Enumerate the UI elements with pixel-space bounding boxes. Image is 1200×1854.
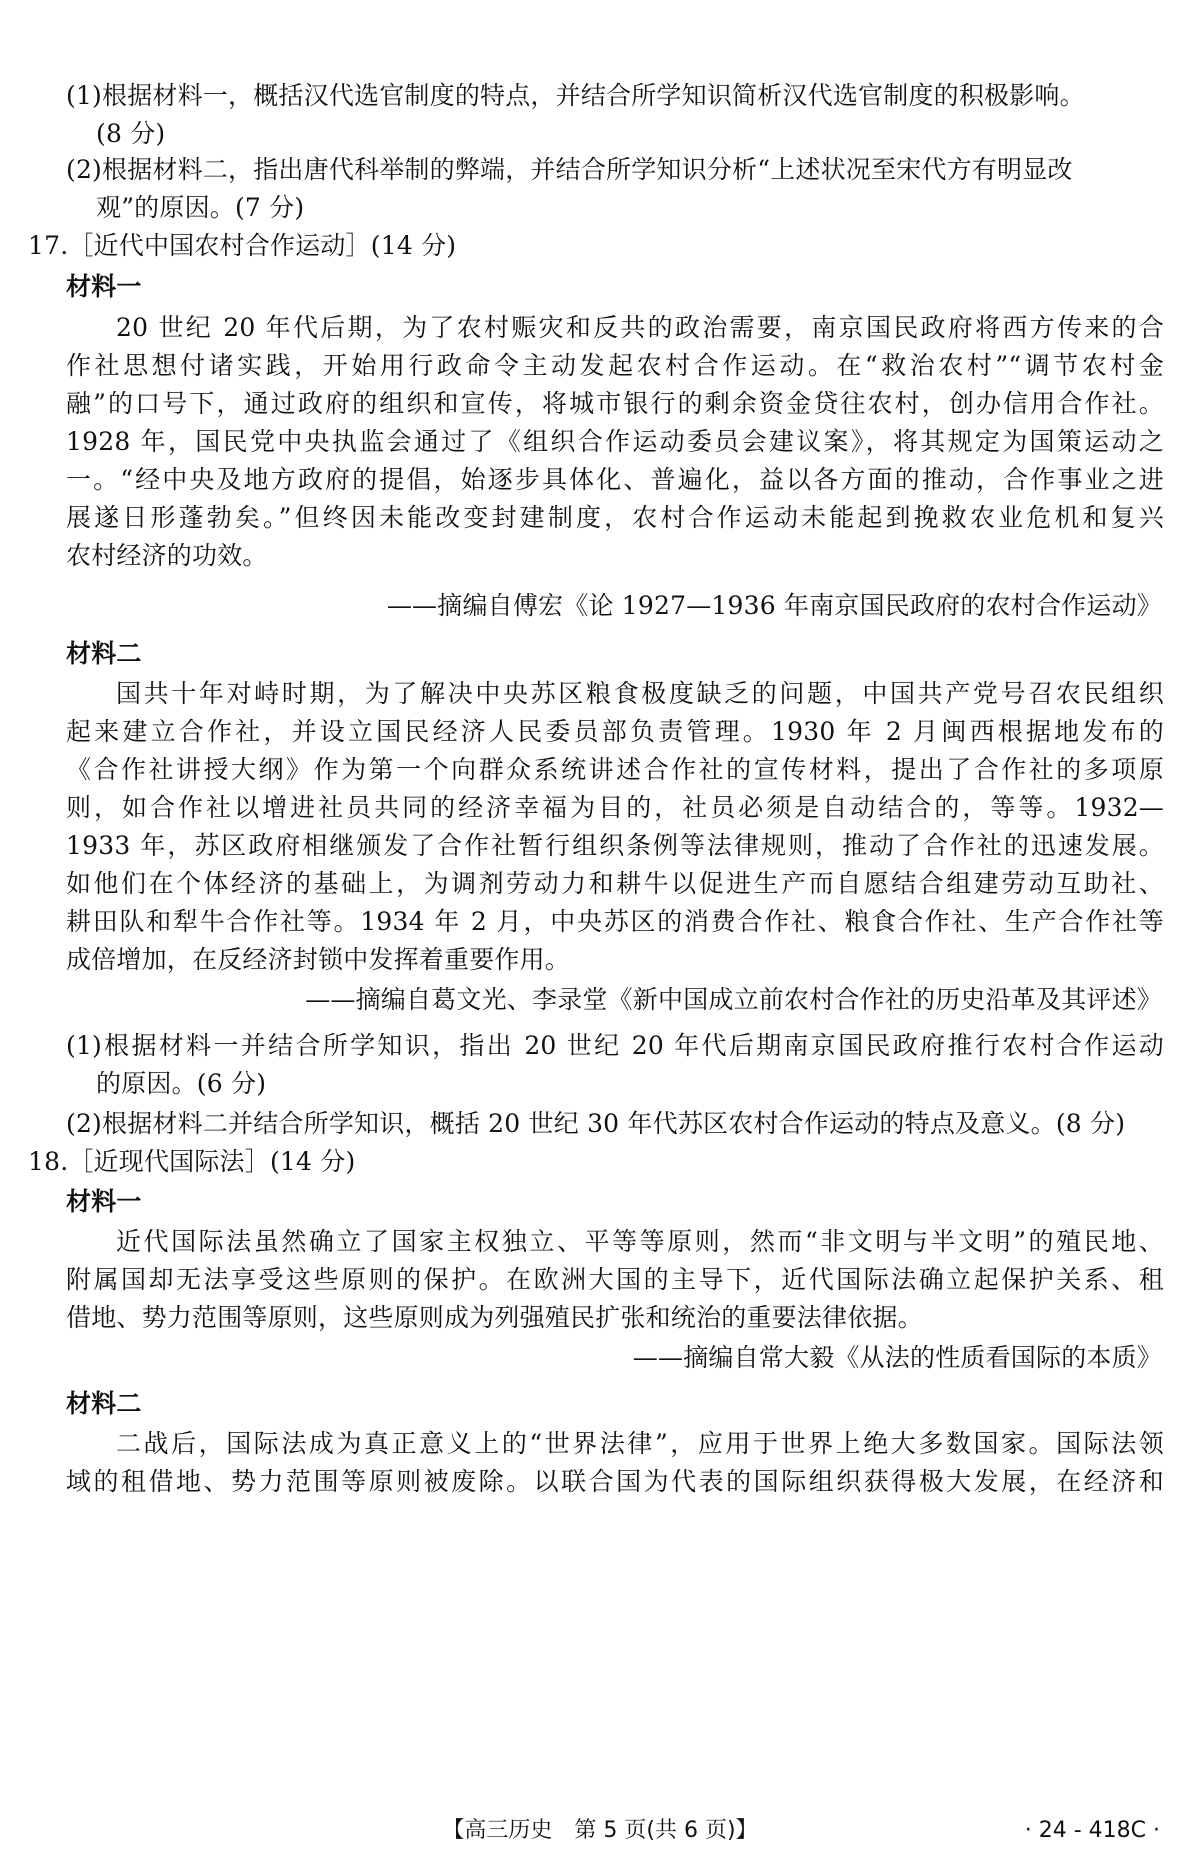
q18-material2-heading: 材料二	[66, 1389, 142, 1418]
q18-title: 18.［近现代国际法］(14 分)	[28, 1147, 356, 1176]
q17-sub1-line2: 的原因。(6 分)	[96, 1069, 267, 1098]
q17-material2-heading: 材料二	[66, 639, 142, 668]
q17-m2-line: 则，如合作社以增进社员共同的经济幸福为目的，社员必须是自动结合的，等等。1932—	[66, 793, 1164, 822]
q18-m1-line: 附属国却无法享受这些原则的保护。在欧洲大国的主导下，近代国际法确立起保护关系、租	[66, 1265, 1164, 1294]
q16-sub2-line2: 观”的原因。(7 分)	[96, 193, 305, 222]
q17-m2-line: 耕田队和犁牛合作社等。1934 年 2 月，中央苏区的消费合作社、粮食合作社、生产合作社等	[66, 907, 1164, 936]
q16-sub2-line1: (2)根据材料二，指出唐代科举制的弊端，并结合所学知识分析“上述状况至宋代方有明显改	[66, 155, 1073, 184]
q17-m2-line: 如他们在个体经济的基础上，为调剂劳动力和耕牛以促进生产而自愿结合组建劳动互助社、	[66, 869, 1164, 898]
q17-m1-line: 20 世纪 20 年代后期，为了农村赈灾和反共的政治需要，南京国民政府将西方传来的合	[116, 313, 1164, 342]
q17-m1-line: 融”的口号下，通过政府的组织和宣传，将城市银行的剩余资金贷往农村，创办信用合作社。	[66, 389, 1164, 418]
q16-sub1-line2: (8 分)	[96, 119, 166, 148]
q18-m1-line: 近代国际法虽然确立了国家主权独立、平等等原则，然而“非文明与半文明”的殖民地、	[116, 1227, 1164, 1256]
q17-sub1-line1: (1)根据材料一并结合所学知识，指出 20 世纪 20 年代后期南京国民政府推行农村合作运动	[66, 1031, 1164, 1060]
q17-m1-line: 一。“经中央及地方政府的提倡，始逐步具体化、普遍化，益以各方面的推动，合作事业之进	[66, 465, 1164, 494]
q18-material1-heading: 材料一	[66, 1187, 142, 1216]
q17-m1-line: 作社思想付诸实践，开始用行政命令主动发起农村合作运动。在“救治农村”“调节农村金	[66, 351, 1164, 380]
q17-m1-line: 1928 年，国民党中央执监会通过了《组织合作运动委员会建议案》，将其规定为国策运动之	[66, 427, 1164, 456]
q17-m1-source: ——摘编自傅宏《论 1927—1936 年南京国民政府的农村合作运动》	[386, 591, 1162, 620]
q17-m1-line: 展遂日形蓬勃矣。”但终因未能改变封建制度，农村合作运动未能起到挽救农业危机和复兴	[66, 503, 1164, 532]
q17-m2-line: 1933 年，苏区政府相继颁发了合作社暂行组织条例等法律规则，推动了合作社的迅速发展。	[66, 831, 1164, 860]
q17-material1-heading: 材料一	[66, 272, 142, 301]
q17-m2-line: 成倍增加，在反经济封锁中发挥着重要作用。	[66, 945, 571, 974]
q17-m2-line: 起来建立合作社，并设立国民经济人民委员部负责管理。1930 年 2 月闽西根据地发布的	[66, 717, 1164, 746]
q17-title: 17.［近代中国农村合作运动］(14 分)	[28, 231, 457, 260]
q17-m1-line: 农村经济的功效。	[66, 541, 268, 570]
q18-m1-line: 借地、势力范围等原则，这些原则成为列强殖民扩张和统治的重要法律依据。	[66, 1303, 923, 1332]
q18-m2-line: 域的租借地、势力范围等原则被废除。以联合国为代表的国际组织获得极大发展，在经济和	[66, 1467, 1164, 1496]
q17-m2-line: 国共十年对峙时期，为了解决中央苏区粮食极度缺乏的问题，中国共产党号召农民组织	[116, 679, 1164, 708]
q18-m2-line: 二战后，国际法成为真正意义上的“世界法律”，应用于世界上绝大多数国家。国际法领	[116, 1429, 1164, 1458]
q17-sub2-line1: (2)根据材料二并结合所学知识，概括 20 世纪 30 年代苏区农村合作运动的特点及意义。(8 分)	[66, 1109, 1126, 1138]
q16-sub1-line1: (1)根据材料一，概括汉代选官制度的特点，并结合所学知识简析汉代选官制度的积极影响。	[66, 81, 1085, 110]
paper-code: · 24 - 418C ·	[1024, 1818, 1160, 1843]
q18-m1-source: ——摘编自常大毅《从法的性质看国际的本质》	[632, 1343, 1162, 1372]
q17-m2-source: ——摘编自葛文光、李录堂《新中国成立前农村合作社的历史沿革及其评述》	[305, 985, 1162, 1014]
q17-m2-line: 《合作社讲授大纲》作为第一个向群众系统讲述合作社的宣传材料，提出了合作社的多项原	[66, 755, 1164, 784]
page-footer-label: 【高三历史 第 5 页(共 6 页)】	[442, 1818, 758, 1843]
